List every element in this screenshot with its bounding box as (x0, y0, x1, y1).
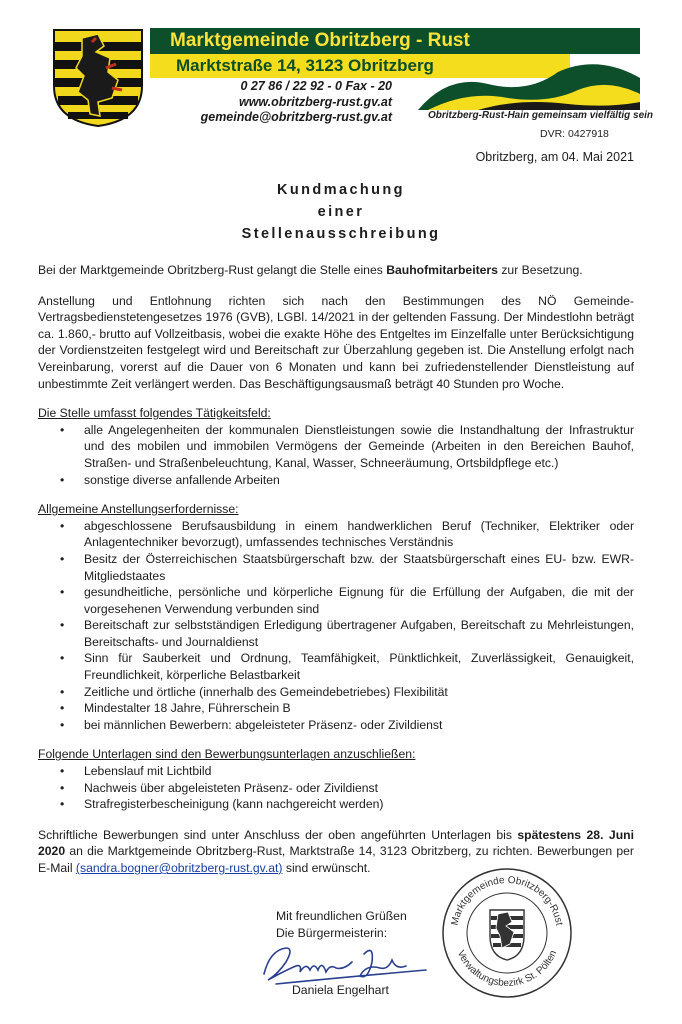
list-item: • Mindestalter 18 Jahre, Führerschein B (38, 700, 634, 717)
intro-paragraph (38, 262, 634, 279)
greeting: Mit freundlichen Grüßen (276, 909, 407, 923)
contact-email-link[interactable]: (sandra.bogner@obritzberg-rust.gv.at) (75, 861, 283, 875)
title-line-3: Stellenausschreibung (241, 226, 441, 242)
application-address: an die Marktgemeinde Obritzberg-Rust, Marktstraße 14, 3123 Obritzberg, zu richten. Bewerbungen per E-Mail (38, 844, 634, 875)
section-tasks-heading: Die Stelle umfasst folgendes Tätigkeitsfeld: (38, 406, 271, 421)
list-item: • Zeitliche und örtliche (innerhalb des Gemeindebetriebes) Flexibilität (38, 684, 634, 701)
tasks-list (38, 422, 634, 488)
list-item: • sonstige diverse anfallende Arbeiten (38, 472, 634, 489)
intro-end: zur Besetzung. (497, 263, 583, 277)
list-item: • Lebenslauf mit Lichtbild (38, 763, 634, 780)
intro-text: Bei der Marktgemeinde Obritzberg-Rust gelangt die Stelle eines (38, 263, 387, 277)
municipality-address: Marktstraße 14, 3123 Obritzberg (176, 56, 434, 75)
section-requirements-heading: Allgemeine Anstellungserfordernisse: (38, 502, 239, 517)
list-item: • Strafregisterbescheinigung (kann nachgereicht werden) (38, 796, 634, 813)
letterhead-name-bar (150, 28, 640, 54)
employment-terms-paragraph: Anstellung und Entlohnung richten sich nach den Bestimmungen des NÖ Gemeinde-Vertragsbedienstetengesetzes 1976 (GVB), LGBl. 14/2021 in der geltenden Fassung. Der Mindestlohn beträgt ca. 1.860,- brutto auf Vollzeitbasis, wobei die exakte Höhe des Entgeltes im Einzelfalle unter Berücksichtigung der Vordienstzeiten festgelegt wird und Bereitschaft zur Überzahlung gegeben ist. Die Anstellung erfolgt nach Vereinbarung, vorerst auf die Dauer von 6 Monaten und kann bei zufriedenstellender Dienstleistung auf unbestimmte Zeit verlängert werden. Das Beschäftigungsausmaß beträgt 40 Stunden pro Woche. (38, 293, 634, 391)
slogan: Obritzberg-Rust-Hain gemeinsam vielfältig sein (428, 110, 654, 121)
deadline: spätestens 28. Juni 2020 (38, 827, 634, 859)
signatory-name: Daniela Engelhart (292, 983, 389, 997)
official-stamp (440, 866, 574, 1000)
title-line-1: Kundmachung (277, 182, 405, 198)
list-item: • Besitz der Österreichischen Staatsbürgerschaft bzw. der Staatsbürgerschaft eines EU- bzw. EWR-Mitgliedstaates (38, 551, 634, 584)
stamp-top-text: Marktgemeinde Obritzberg-Rust (449, 874, 565, 927)
dvr-number: DVR: 0427918 (540, 128, 609, 140)
coat-of-arms-icon (52, 28, 144, 128)
list-item: • abgeschlossene Berufsausbildung in einem handwerklichen Beruf (Techniker, Elektriker oder Anlagentechniker bevorzugt), umfassendes technisches Verständnis (38, 518, 634, 551)
title-line-2: einer (317, 204, 365, 220)
application-text: Schriftliche Bewerbungen sind unter Anschluss der oben angeführten Unterlagen bis (38, 827, 518, 842)
stamp-bottom-text: Verwaltungsbezirk St. Pölten (454, 948, 560, 990)
list-item: • Sinn für Sauberkeit und Ordnung, Teamfähigkeit, Pünktlichkeit, Zuverlässigkeit, Genauigkeit, Freundlichkeit, körperliche Belastbarkeit (38, 650, 634, 683)
list-item: • Bereitschaft zur selbstständigen Erledigung übertragener Aufgaben, Bereitschaft zu Mehrleistungen, Bereitschafts- und Journaldienst (38, 617, 634, 650)
date-line: Obritzberg, am 04. Mai 2021 (475, 150, 634, 164)
signatory-role: Die Bürgermeisterin: (276, 925, 388, 940)
municipality-name: Marktgemeinde Obritzberg - Rust (170, 30, 470, 51)
hills-logo-icon (418, 54, 640, 110)
requirements-list (38, 518, 634, 734)
phone-fax: 0 27 86 / 22 92 - 0 Fax - 20 (240, 79, 392, 93)
application-end: sind erwünscht. (282, 861, 371, 875)
list-item: • Nachweis über abgeleisteten Präsenz- oder Zivildienst (38, 780, 634, 797)
documents-list (38, 763, 634, 813)
list-item: • alle Angelegenheiten der kommunalen Dienstleistungen sowie die Instandhaltung der Infrastruktur und des mobilen und immobilen Vermögens der Gemeinde (Arbeiten in den Bereichen Bauhof, Straßen- und Straßenbeleuchtung, Kanal, Wasser, Schneeräumung, Ortsbildpflege etc.) (38, 422, 634, 472)
section-documents-heading: Folgende Unterlagen sind den Bewerbungsunterlagen anzuschließen: (38, 747, 416, 762)
list-item: • gesundheitliche, persönliche und körperliche Eignung für die Erfüllung der Aufgaben, die mit der vorgesehenen Verwendung verbunden sind (38, 584, 634, 617)
document-body (38, 262, 634, 877)
website-link[interactable]: www.obritzberg-rust.gv.at (238, 94, 392, 109)
contact-block (196, 79, 392, 126)
list-item: • bei männlichen Bewerbern: abgeleisteter Präsenz- oder Zivildienst (38, 717, 634, 734)
position-title: Bauhofmitarbeiters (386, 263, 498, 277)
email-link[interactable]: gemeinde@obritzberg-rust.gv.at (200, 110, 392, 124)
closing-block (276, 908, 407, 941)
